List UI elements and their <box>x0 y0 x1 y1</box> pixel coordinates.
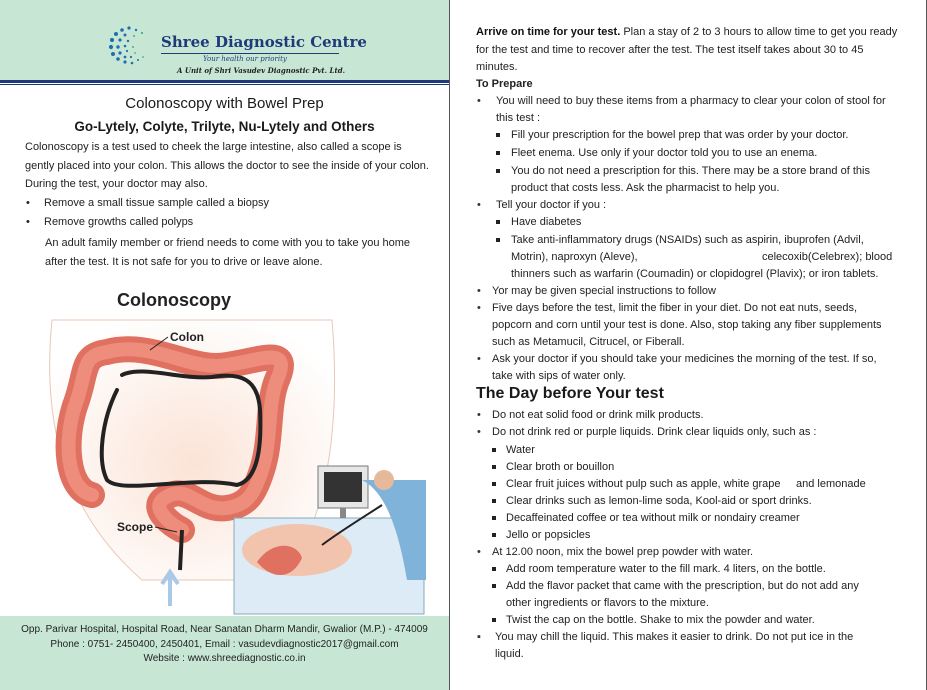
list-item: Clear broth or bouillon <box>506 461 615 473</box>
illustration-title: Colonoscopy <box>117 290 232 310</box>
list-item-cont: this test : <box>496 112 541 124</box>
list-item-cont: popcorn and corn until your test is done. Also, stop taking any fiber supplements <box>492 319 882 331</box>
list-item: At 12.00 noon, mix the bowel prep powder with water. <box>492 546 754 558</box>
brand-logo-icon <box>107 22 159 66</box>
header-divider <box>0 80 449 83</box>
list-item-cont: thinners such as warfarin (Coumadin) or clopidogrel (Plavix); or iron tablets. <box>511 268 879 280</box>
footer-phone-email: Phone : 0751- 2450400, 2450401, Email : vasudevdiagnostic2017@gmail.com <box>50 638 399 650</box>
list-item: Fill your prescription for the bowel prep that was order by your doctor. <box>511 129 849 141</box>
arrive-line-3: minutes. <box>476 61 518 73</box>
list-item: You do not need a prescription for this. There may be a store brand of this <box>511 165 870 177</box>
arrow-up-icon <box>162 572 178 606</box>
bullet-dot: • <box>477 95 481 107</box>
list-item: Water <box>506 444 535 456</box>
list-item: Ask your doctor if you should take your medicines the morning of the test. If so, <box>492 353 877 365</box>
list-item: Clear fruit juices without pulp such as apple, white grape <box>506 478 781 490</box>
to-prepare-heading: To Prepare <box>476 78 533 90</box>
list-item: • Remove growths called polyps <box>26 216 194 228</box>
colonoscopy-illustration <box>22 280 426 616</box>
page-subtitle: Go-Lytely, Colyte, Trilyte, Nu-Lytely and Others <box>74 119 375 134</box>
footer-contact <box>0 623 449 667</box>
list-item: • Remove a small tissue sample called a biopsy <box>26 197 269 209</box>
left-panel <box>0 0 449 690</box>
list-item: Do not drink red or purple liquids. Drink clear liquids only, such as : <box>492 426 817 438</box>
list-item: Fleet enema. Use only if your doctor told you to use an enema. <box>511 147 818 159</box>
list-item: Take anti-inflammatory drugs (NSAIDs) such as aspirin, ibuprofen (Advil, <box>511 234 864 246</box>
list-item-cont: liquid. <box>495 648 524 660</box>
list-item: Yor may be given special instructions to follow <box>492 285 716 297</box>
list-item: Decaffeinated coffee or tea without milk or nondairy creamer <box>506 512 800 524</box>
brand-name: Shree Diagnostic Centre <box>161 33 367 51</box>
list-item-cont: and lemonade <box>796 478 866 490</box>
list-item-cont: such as Metamucil, Citrucel, or Fiberall. <box>492 336 685 348</box>
list-item: Add room temperature water to the fill mark. 4 liters, on the bottle. <box>506 563 826 575</box>
list-item-cont: Motrin), naproxyn (Aleve), <box>511 251 638 263</box>
arrive-line-2: for the test and time to recover after the test. The test itself takes about 30 to 45 <box>476 44 864 56</box>
brand-rule <box>161 53 339 54</box>
list-item: Add the flavor packet that came with the prescription, but do not add any <box>506 580 859 592</box>
arrive-line-1: Arrive on time for your test. Plan a stay of 2 to 3 hours to allow time to get you ready <box>476 26 898 38</box>
list-item: Twist the cap on the bottle. Shake to mix the powder and water. <box>506 614 815 626</box>
header-divider-thin <box>0 84 449 85</box>
footer-address: Opp. Parivar Hospital, Hospital Road, Near Sanatan Dharm Mandir, Gwalior (M.P.) - 474009 <box>21 624 428 635</box>
label-colon: Colon <box>170 330 204 344</box>
list-item: Jello or popsicles <box>506 529 591 541</box>
list-item: Clear drinks such as lemon-lime soda, Kool-aid or sport drinks. <box>506 495 812 507</box>
list-item: Do not eat solid food or drink milk products. <box>492 409 704 421</box>
footer-website[interactable]: Website : www.shreediagnostic.co.in <box>143 653 306 664</box>
list-item-cont: product that costs less. Ask the pharmacist to help you. <box>511 182 780 194</box>
list-item: You will need to buy these items from a pharmacy to clear your colon of stool for <box>496 95 886 107</box>
label-scope: Scope <box>117 520 154 534</box>
list-item-cont: celecoxib(Celebrex); blood <box>762 251 893 263</box>
list-item-cont: other ingredients or flavors to the mixture. <box>506 597 709 609</box>
list-item: You may chill the liquid. This makes it easier to drink. Do not put ice in the <box>495 631 854 643</box>
intro-paragraph: Colonoscopy is a test used to cheek the large intestine, also called a scope is gently placed into your colon. This allows the doctor to see the inside of your colon. During the test, your doctor may also. <box>25 141 429 190</box>
list-item-cont: take with sips of water only. <box>492 370 626 382</box>
right-panel: Arrive on time for your test. Plan a stay of 2 to 3 hours to allow time to get you ready for the test and time to recover after the test. The test itself takes about 30 to 45 minutes. To Prepare • You will need to buy these items from a pharmacy to clear your colon of stool for this test : Fill your prescription for the bowel prep that was order by your doctor. Fleet enema. Use only if your doctor told you to use an enema. You do not need a prescription for this. There may be a store brand of this product that costs less. Ask the pharmacist to help you. • Tell your doctor if you : Have diabetes Take anti-inflammatory drugs (NSAIDs) such as aspirin, ibuprofen (Advil, Motrin), naproxyn (Aleve), celecoxib(Celebrex); blood thinners such as warfarin (Coumadin) or clopidogrel (Plavix); or iron tablets. • Yor may be given special instructions to follow • Five days before the test, limit the fiber in your diet. Do not eat nuts, seeds, popcorn and corn until your test is done. Also, stop taking any fiber supplements such as Metamucil, Citrucel, or Fiberall. • Ask your doctor if you should take your medicines the morning of the test. If so, take with sips of water only. The Day before Your test • Do not eat solid food or drink milk products. • Do not drink red or purple liquids. Drink clear liquids only, such as : Water Clear broth or bouillon Clear fruit juices without pulp such as apple, white grape and lemonade Clear drinks such as lemon-lime soda, Kool-aid or sport drinks. Decaffeinated coffee or tea without milk or nondairy creamer Jello or popsicles • At 12.00 noon, mix the bowel prep powder with water. Add room temperature water to the fill mark. 4 liters, on the bottle. Add the flavor packet that came with the prescription, but do not add any other ingredients or flavors to the mixture. Twist the cap on the bottle. Shake to mix the powder and water. ▪ You may chill the liquid. This makes it easier to drink. Do not put ice in the liquid. <box>449 0 927 690</box>
page-title: Colonoscopy with Bowel Prep <box>125 95 324 112</box>
scope-entry <box>180 530 182 570</box>
patient-shape <box>242 524 352 576</box>
brand-tagline: Your health our priority <box>203 55 287 63</box>
list-item: Five days before the test, limit the fiber in your diet. Do not eat nuts, seeds, <box>492 302 858 314</box>
section-heading: The Day before Your test <box>476 385 664 402</box>
list-item: Tell your doctor if you : <box>496 199 607 211</box>
list-item: Have diabetes <box>511 216 582 228</box>
escort-note: An adult family member or friend needs to come with you to take you home after the test. It is not safe for you to drive or leave alone. <box>45 237 411 268</box>
brand-unit-line: A Unit of Shri Vasudev Diagnostic Pvt. Ltd. <box>177 66 346 75</box>
